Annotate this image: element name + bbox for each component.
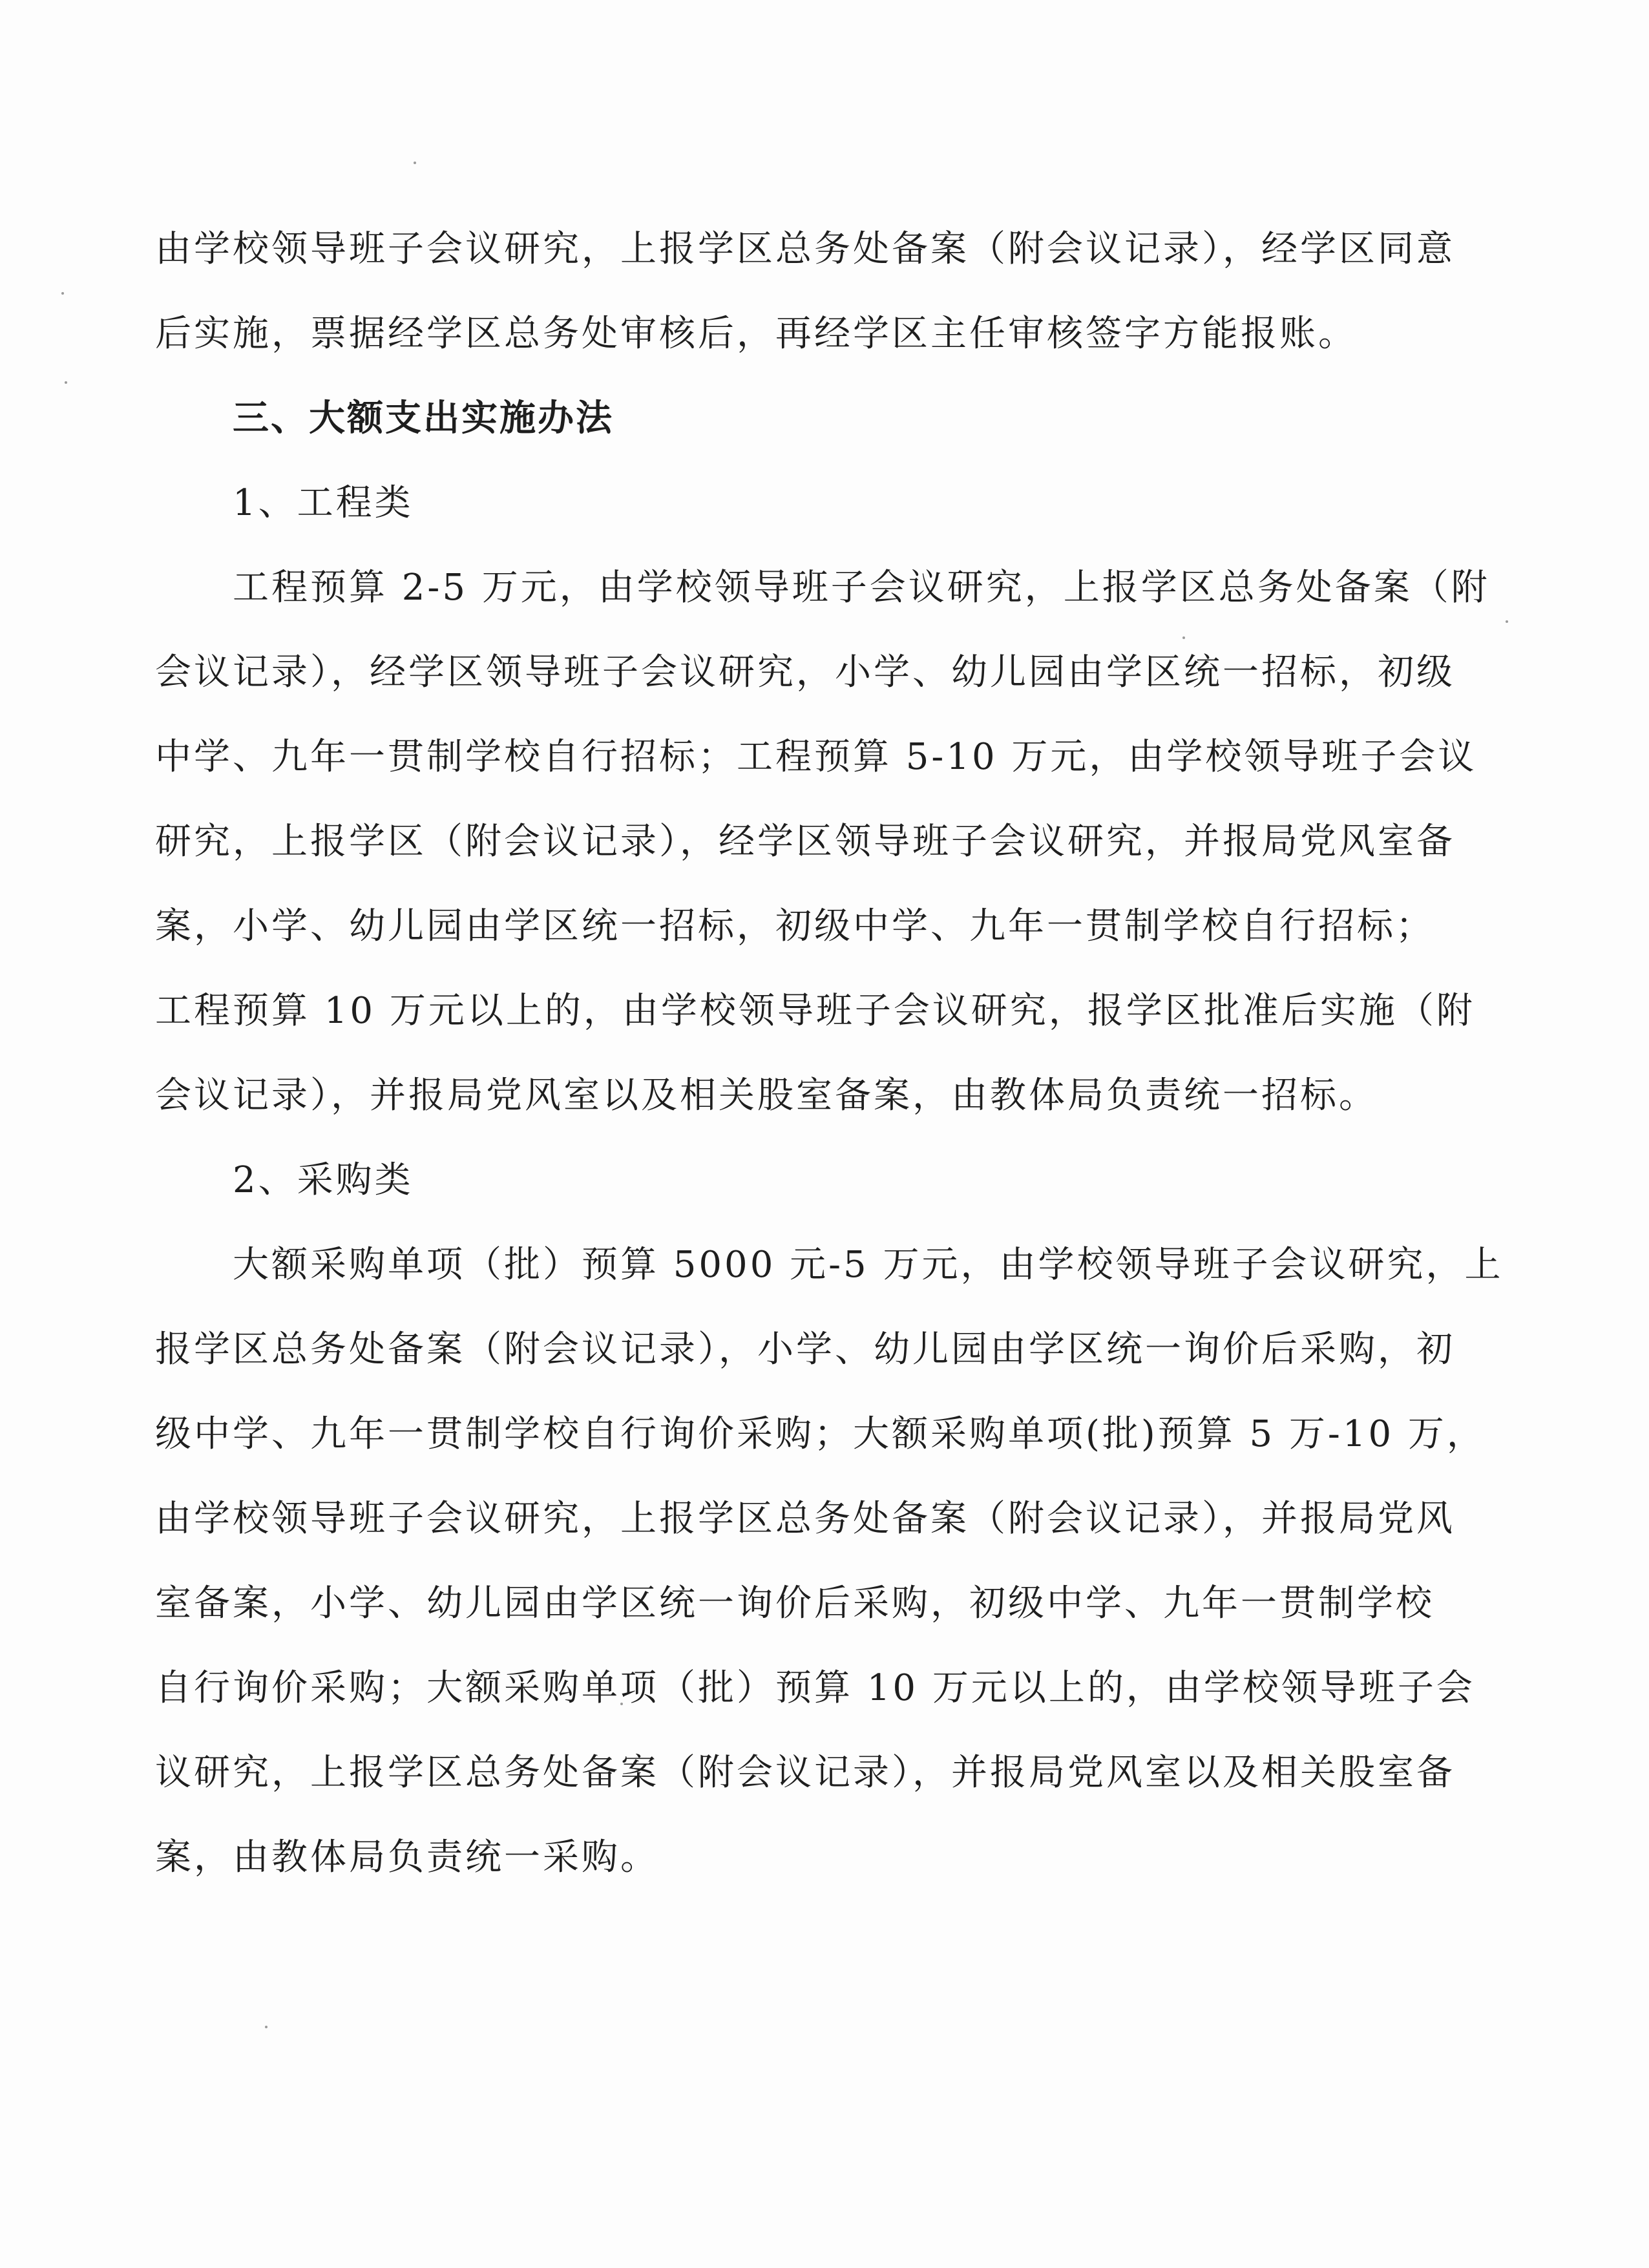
scan-speck [414, 162, 416, 164]
text-line: 由学校领导班子会议研究，上报学区总务处备案（附会议记录），经学区同意 [155, 228, 1455, 270]
text-line: 会议记录），并报局党风室以及相关股室备案，由教体局负责统一招标。 [155, 1075, 1378, 1117]
text-line: 自行询价采购；大额采购单项（批）预算 10 万元以上的，由学校领导班子会 [155, 1667, 1475, 1709]
text-line: 大额采购单项（批）预算 5000 元-5 万元，由学校领导班子会议研究，上 [233, 1244, 1504, 1286]
text-line: 会议记录），经学区领导班子会议研究，小学、幼儿园由学区统一招标，初级 [155, 651, 1455, 693]
text-line: 案，小学、幼儿园由学区统一招标，初级中学、九年一贯制学校自行招标； [155, 905, 1434, 947]
subsection-heading-engineering: 1、工程类 [233, 482, 414, 524]
subsection-heading-procurement: 2、采购类 [233, 1159, 414, 1201]
text-line: 报学区总务处备案（附会议记录），小学、幼儿园由学区统一询价后采购，初 [155, 1328, 1455, 1370]
text-line: 工程预算 2-5 万元，由学校领导班子会议研究，上报学区总务处备案（附 [233, 567, 1490, 609]
paragraph-engineering [155, 545, 1490, 1138]
document-body [155, 207, 1504, 1900]
scan-speck [265, 2026, 268, 2028]
scan-speck [61, 292, 64, 295]
text-line: 后实施，票据经学区总务处审核后，再经学区主任审核签字方能报账。 [155, 313, 1357, 355]
text-line: 议研究，上报学区总务处备案（附会议记录），并报局党风室以及相关股室备 [155, 1752, 1455, 1794]
paragraph-approval-procedure [155, 207, 1455, 376]
text-line: 研究，上报学区（附会议记录），经学区领导班子会议研究，并报局党风室备 [155, 821, 1455, 863]
text-line: 由学校领导班子会议研究，上报学区总务处备案（附会议记录），并报局党风 [155, 1498, 1455, 1540]
text-line: 工程预算 10 万元以上的，由学校领导班子会议研究，报学区批准后实施（附 [155, 990, 1475, 1032]
scan-speck [1506, 620, 1508, 623]
text-line: 级中学、九年一贯制学校自行询价采购；大额采购单项(批)预算 5 万-10 万， [155, 1413, 1486, 1455]
text-line: 案，由教体局负责统一采购。 [155, 1836, 659, 1878]
paragraph-procurement [155, 1223, 1504, 1900]
text-line: 中学、九年一贯制学校自行招标；工程预算 5-10 万元，由学校领导班子会议 [155, 736, 1477, 778]
text-line: 室备案，小学、幼儿园由学区统一询价后采购，初级中学、九年一贯制学校 [155, 1582, 1434, 1624]
scan-speck [65, 381, 67, 384]
section-heading: 三、大额支出实施办法 [233, 397, 614, 439]
